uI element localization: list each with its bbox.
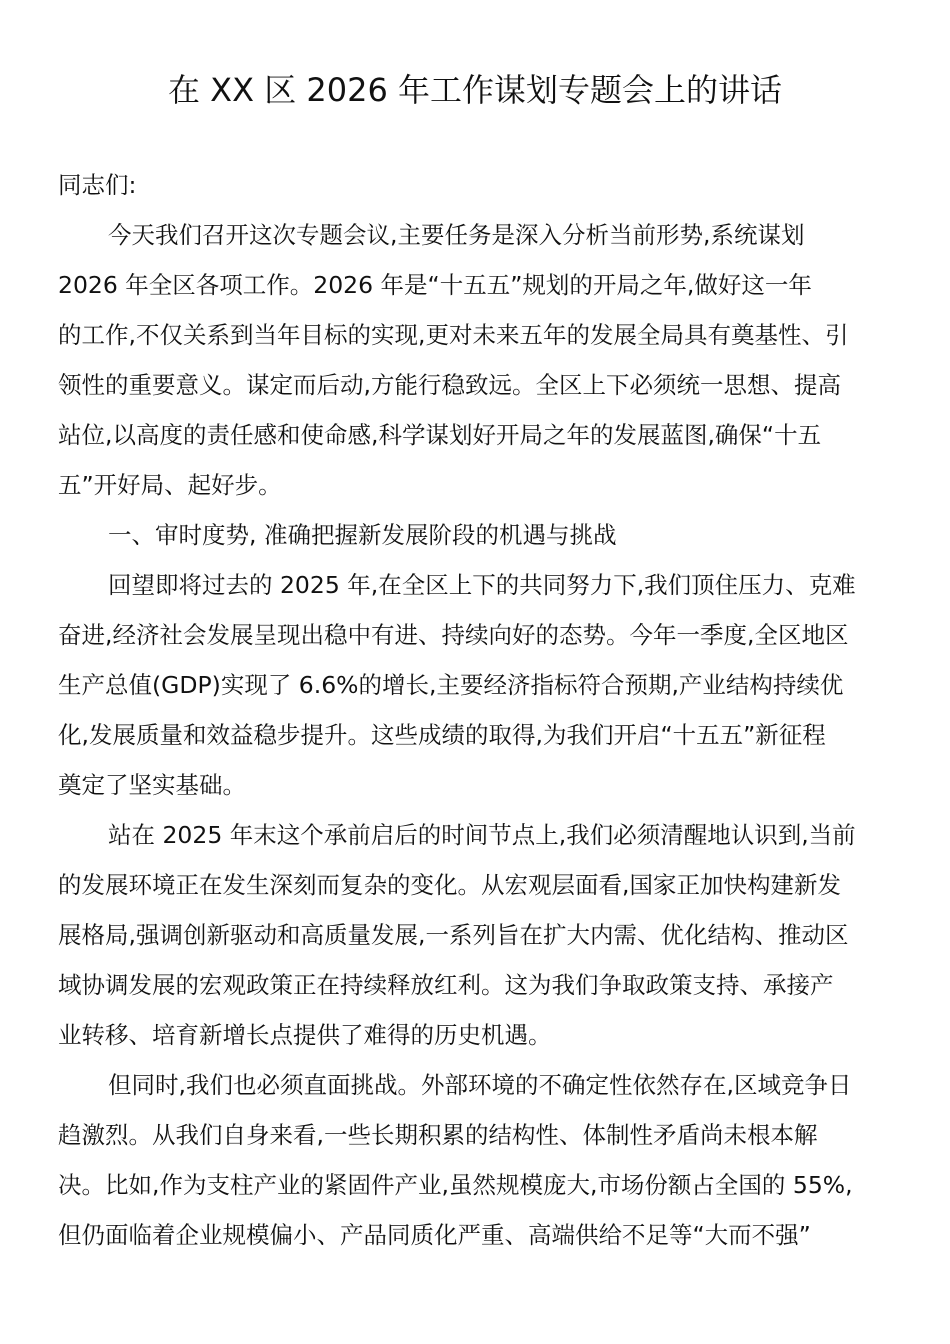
paragraph-line: 五”开好局、起好步。 [58,471,282,499]
paragraph-line: 业转移、培育新增长点提供了难得的历史机遇。 [58,1021,552,1049]
salutation: 同志们: [58,171,137,199]
paragraph-line: 展格局,强调创新驱动和高质量发展,一系列旨在扩大内需、优化结构、推动区 [58,921,849,949]
paragraph-line: 化,发展质量和效益稳步提升。这些成绩的取得,为我们开启“十五五”新征程 [58,721,826,749]
paragraph-line: 领性的重要意义。谋定而后动,方能行稳致远。全区上下必须统一思想、提高 [58,371,841,399]
paragraph-line: 奠定了坚实基础。 [58,771,246,799]
paragraph-line: 生产总值(GDP)实现了 6.6%的增长,主要经济指标符合预期,产业结构持续优 [58,671,844,699]
paragraph-line: 但同时,我们也必须直面挑战。外部环境的不确定性依然存在,区域竞争日 [108,1071,852,1099]
paragraph-line: 的工作,不仅关系到当年目标的实现,更对未来五年的发展全局具有奠基性、引 [58,321,849,349]
paragraph-line: 站位,以高度的责任感和使命感,科学谋划好开局之年的发展蓝图,确保“十五 [58,421,822,449]
paragraph-line: 决。比如,作为支柱产业的紧固件产业,虽然规模庞大,市场份额占全国的 55%, [58,1171,853,1199]
paragraph-line: 但仍面临着企业规模偏小、产品同质化严重、高端供给不足等“大而不强” [58,1221,811,1249]
paragraph-line: 趋激烈。从我们自身来看,一些长期积累的结构性、体制性矛盾尚未根本解 [58,1121,818,1149]
paragraph-line: 回望即将过去的 2025 年,在全区上下的共同努力下,我们顶住压力、克难 [108,571,856,599]
paragraph-line: 奋进,经济社会发展呈现出稳中有进、持续向好的态势。今年一季度,全区地区 [58,621,849,649]
paragraph-line: 2026 年全区各项工作。2026 年是“十五五”规划的开局之年,做好这一年 [58,271,812,299]
paragraph-line: 的发展环境正在发生深刻而复杂的变化。从宏观层面看,国家正加快构建新发 [58,871,841,899]
paragraph-line: 今天我们召开这次专题会议,主要任务是深入分析当前形势,系统谋划 [108,221,805,249]
section-heading: 一、审时度势, 准确把握新发展阶段的机遇与挑战 [108,521,617,549]
paragraph-line: 域协调发展的宏观政策正在持续释放红利。这为我们争取政策支持、承接产 [58,971,834,999]
document-title: 在 XX 区 2026 年工作谋划专题会上的讲话 [168,71,782,109]
paragraph-line: 站在 2025 年末这个承前启后的时间节点上,我们必须清醒地认识到,当前 [108,821,856,849]
document-body [58,160,898,1260]
